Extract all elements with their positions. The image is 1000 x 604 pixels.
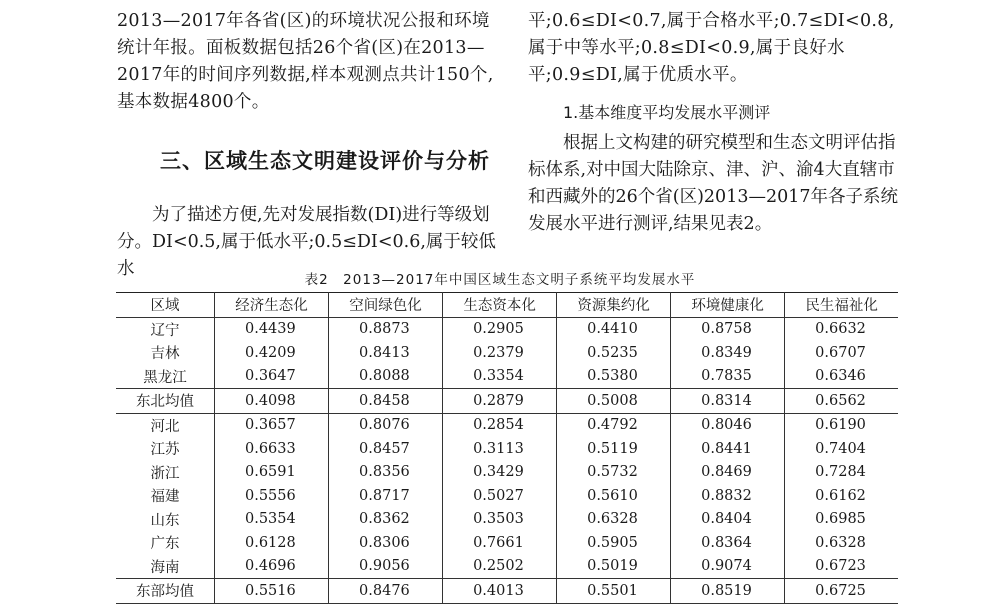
value-cell: 0.4013 bbox=[443, 579, 557, 604]
value-cell: 0.8306 bbox=[329, 531, 443, 555]
value-cell: 0.6328 bbox=[557, 508, 671, 532]
region-cell: 江苏 bbox=[150, 442, 180, 459]
data-table bbox=[116, 292, 898, 604]
value-cell: 0.8758 bbox=[671, 317, 785, 341]
value-cell: 0.2905 bbox=[443, 317, 557, 341]
value-cell: 0.8441 bbox=[671, 437, 785, 461]
table-row bbox=[116, 508, 898, 532]
column-header: 资源集约化 bbox=[557, 293, 671, 318]
value-cell: 0.8076 bbox=[329, 413, 443, 437]
table-average-row bbox=[116, 389, 898, 414]
value-cell: 0.5501 bbox=[557, 579, 671, 604]
value-cell: 0.5556 bbox=[215, 484, 329, 508]
region-cell: 海南 bbox=[150, 559, 180, 576]
value-cell: 0.6723 bbox=[785, 555, 898, 579]
value-cell: 0.6985 bbox=[785, 508, 898, 532]
region-cell: 山东 bbox=[150, 512, 180, 529]
value-cell: 0.3647 bbox=[215, 365, 329, 389]
value-cell: 0.6162 bbox=[785, 484, 898, 508]
value-cell: 0.6562 bbox=[785, 389, 898, 414]
value-cell: 0.9056 bbox=[329, 555, 443, 579]
value-cell: 0.8356 bbox=[329, 461, 443, 485]
column-header: 民生福祉化 bbox=[785, 293, 898, 318]
value-cell: 0.7661 bbox=[443, 531, 557, 555]
table-row bbox=[116, 341, 898, 365]
value-cell: 0.6128 bbox=[215, 531, 329, 555]
region-cell: 东北均值 bbox=[136, 394, 194, 411]
value-cell: 0.7404 bbox=[785, 437, 898, 461]
value-cell: 0.5732 bbox=[557, 461, 671, 485]
region-cell: 广东 bbox=[150, 536, 180, 553]
region-cell: 辽宁 bbox=[150, 322, 180, 339]
table-average-row bbox=[116, 579, 898, 604]
region-cell: 浙江 bbox=[150, 465, 180, 482]
value-cell: 0.4209 bbox=[215, 341, 329, 365]
value-cell: 0.8717 bbox=[329, 484, 443, 508]
value-cell: 0.6633 bbox=[215, 437, 329, 461]
section-heading: 三、区域生态文明建设评价与分析 bbox=[160, 149, 490, 173]
table-header-row bbox=[116, 293, 898, 318]
left-paragraph-1: 2013—2017年各省(区)的环境状况公报和环境统计年报。面板数据包括26个省(区)在2013—2017年的时间序列数据,样本观测点共计150个,基本数据4800个。 bbox=[117, 11, 494, 112]
left-paragraph-2-text: 为了描述方便,先对发展指数(DI)进行等级划分。DI<0.5,属于低水平;0.5≤DI<0.6,属于较低水 bbox=[117, 205, 496, 279]
value-cell: 0.8046 bbox=[671, 413, 785, 437]
value-cell: 0.8364 bbox=[671, 531, 785, 555]
value-cell: 0.2879 bbox=[443, 389, 557, 414]
column-header: 经济生态化 bbox=[215, 293, 329, 318]
value-cell: 0.3354 bbox=[443, 365, 557, 389]
value-cell: 0.8469 bbox=[671, 461, 785, 485]
value-cell: 0.8457 bbox=[329, 437, 443, 461]
subsection-heading: 1.基本维度平均发展水平测评 bbox=[563, 103, 771, 122]
region-cell: 河北 bbox=[150, 418, 180, 435]
value-cell: 0.5354 bbox=[215, 508, 329, 532]
value-cell: 0.4792 bbox=[557, 413, 671, 437]
column-header: 生态资本化 bbox=[443, 293, 557, 318]
value-cell: 0.9074 bbox=[671, 555, 785, 579]
value-cell: 0.2502 bbox=[443, 555, 557, 579]
table-row bbox=[116, 461, 898, 485]
right-column bbox=[528, 8, 904, 89]
value-cell: 0.4696 bbox=[215, 555, 329, 579]
value-cell: 0.8349 bbox=[671, 341, 785, 365]
value-cell: 0.8519 bbox=[671, 579, 785, 604]
value-cell: 0.7835 bbox=[671, 365, 785, 389]
table-row bbox=[116, 531, 898, 555]
value-cell: 0.3503 bbox=[443, 508, 557, 532]
value-cell: 0.2379 bbox=[443, 341, 557, 365]
table-row bbox=[116, 317, 898, 341]
table-row bbox=[116, 413, 898, 437]
value-cell: 0.6591 bbox=[215, 461, 329, 485]
value-cell: 0.4410 bbox=[557, 317, 671, 341]
value-cell: 0.5516 bbox=[215, 579, 329, 604]
column-header: 环境健康化 bbox=[671, 293, 785, 318]
region-cell: 黑龙江 bbox=[143, 369, 187, 386]
value-cell: 0.5019 bbox=[557, 555, 671, 579]
value-cell: 0.3429 bbox=[443, 461, 557, 485]
table-row bbox=[116, 365, 898, 389]
value-cell: 0.5380 bbox=[557, 365, 671, 389]
value-cell: 0.3657 bbox=[215, 413, 329, 437]
value-cell: 0.8088 bbox=[329, 365, 443, 389]
value-cell: 0.6328 bbox=[785, 531, 898, 555]
right-paragraph-2 bbox=[528, 130, 904, 238]
value-cell: 0.6725 bbox=[785, 579, 898, 604]
value-cell: 0.8476 bbox=[329, 579, 443, 604]
right-paragraph-1: 平;0.6≤DI<0.7,属于合格水平;0.7≤DI<0.8,属于中等水平;0.8≤DI<0.9,属于良好水平;0.9≤DI,属于优质水平。 bbox=[528, 11, 895, 85]
right-paragraph-2-text: 根据上文构建的研究模型和生态文明评估指标体系,对中国大陆除京、津、沪、渝4大直辖市和西藏外的26个省(区)2013—2017年各子系统发展水平进行测评,结果见表2。 bbox=[528, 133, 898, 234]
table-row bbox=[116, 484, 898, 508]
value-cell: 0.4439 bbox=[215, 317, 329, 341]
value-cell: 0.8873 bbox=[329, 317, 443, 341]
value-cell: 0.6346 bbox=[785, 365, 898, 389]
column-header: 空间绿色化 bbox=[329, 293, 443, 318]
table-row bbox=[116, 555, 898, 579]
value-cell: 0.4098 bbox=[215, 389, 329, 414]
table-body bbox=[116, 317, 898, 603]
value-cell: 0.2854 bbox=[443, 413, 557, 437]
value-cell: 0.8458 bbox=[329, 389, 443, 414]
value-cell: 0.8832 bbox=[671, 484, 785, 508]
value-cell: 0.8404 bbox=[671, 508, 785, 532]
value-cell: 0.6707 bbox=[785, 341, 898, 365]
value-cell: 0.7284 bbox=[785, 461, 898, 485]
value-cell: 0.5008 bbox=[557, 389, 671, 414]
left-column bbox=[117, 8, 497, 116]
value-cell: 0.5027 bbox=[443, 484, 557, 508]
region-cell: 东部均值 bbox=[136, 584, 194, 601]
region-cell: 福建 bbox=[150, 489, 180, 506]
value-cell: 0.5905 bbox=[557, 531, 671, 555]
value-cell: 0.8362 bbox=[329, 508, 443, 532]
value-cell: 0.5119 bbox=[557, 437, 671, 461]
value-cell: 0.6632 bbox=[785, 317, 898, 341]
value-cell: 0.5235 bbox=[557, 341, 671, 365]
table-caption: 表2 2013—2017年中国区域生态文明子系统平均发展水平 bbox=[304, 272, 696, 288]
value-cell: 0.8413 bbox=[329, 341, 443, 365]
value-cell: 0.5610 bbox=[557, 484, 671, 508]
region-cell: 吉林 bbox=[150, 346, 180, 363]
value-cell: 0.6190 bbox=[785, 413, 898, 437]
value-cell: 0.8314 bbox=[671, 389, 785, 414]
table-row bbox=[116, 437, 898, 461]
column-header: 区域 bbox=[150, 298, 180, 315]
value-cell: 0.3113 bbox=[443, 437, 557, 461]
